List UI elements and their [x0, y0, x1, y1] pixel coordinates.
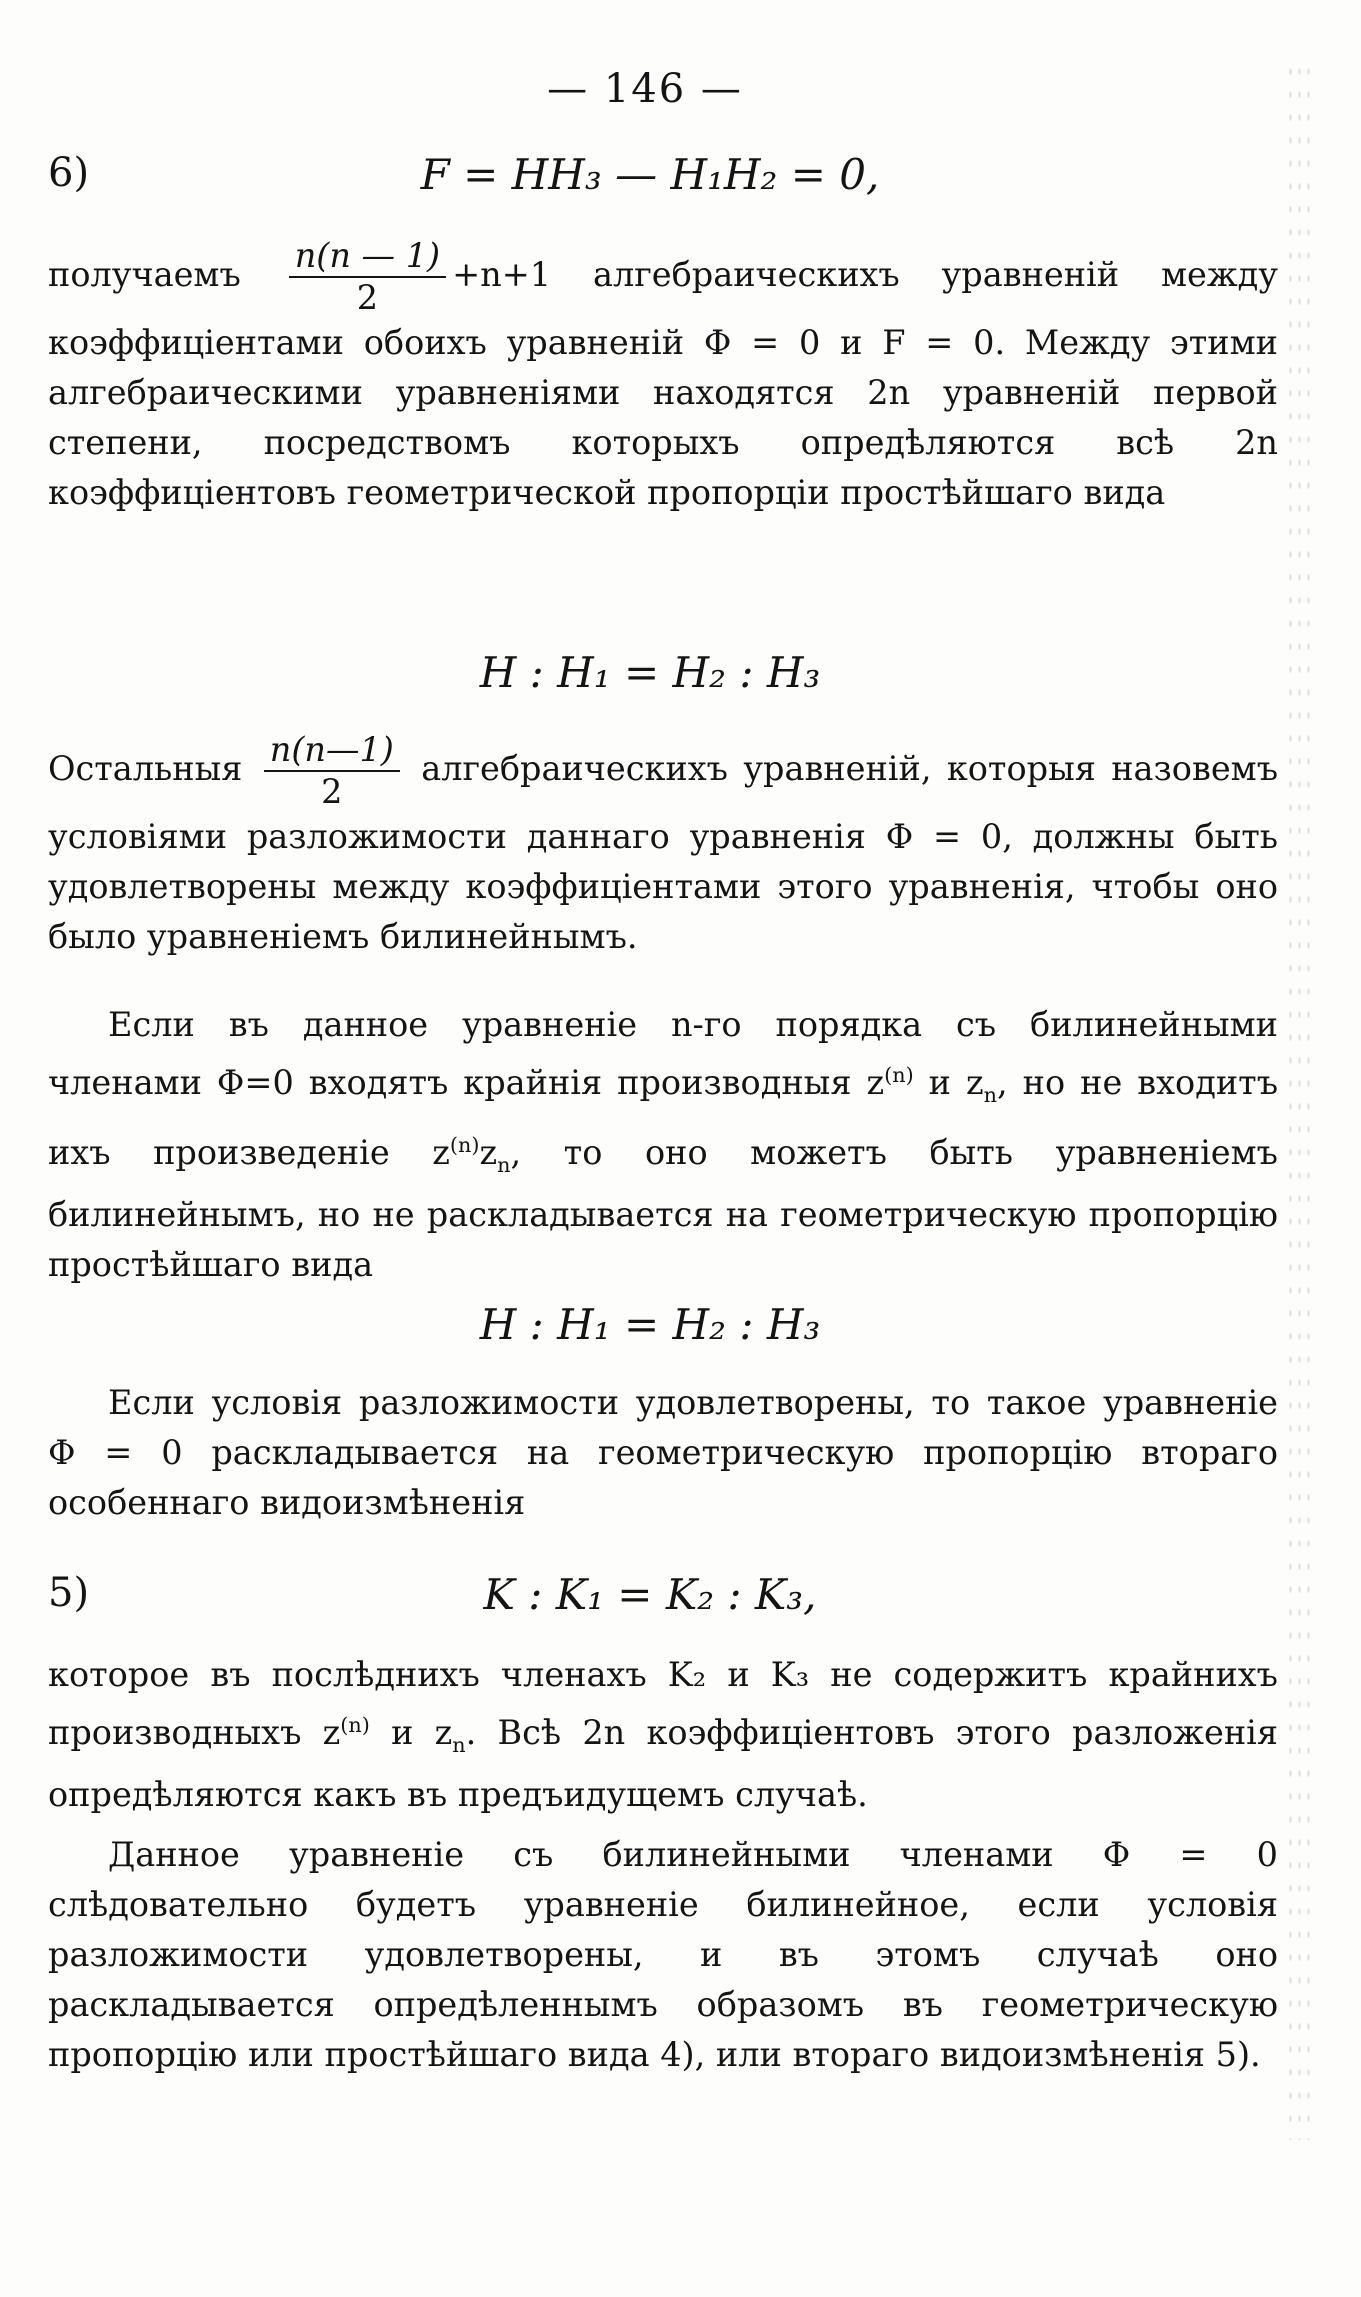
fraction-2-numerator: n(n—1) [264, 730, 400, 772]
p3-sup-2: (n) [449, 1132, 480, 1157]
equation-A: H : H₁ = H₂ : H₃ [479, 648, 821, 697]
equation-6-label: 6) [48, 150, 90, 196]
paragraph-3 [48, 1000, 1278, 1290]
p3-text-1: Если въ данное уравненіе n-го порядка съ билинейными членами Φ=0 входятъ крайнія производныя z [48, 1005, 1278, 1103]
p3-text-4: z [479, 1133, 498, 1172]
margin-scan-noise [1286, 60, 1316, 2140]
fraction-1-denominator: 2 [356, 278, 379, 317]
paragraph-5 [48, 1650, 1278, 1820]
p5-text-2: и z [369, 1713, 453, 1753]
p3-text-2: и z [913, 1063, 984, 1103]
page-number: — 146 — [547, 66, 743, 112]
p5-sup-1: (n) [340, 1713, 370, 1737]
equation-6: F = HH₃ — H₁H₂ = 0, [420, 150, 880, 199]
equation-5: K : K₁ = K₂ : K₃, [483, 1570, 817, 1619]
fraction-2 [264, 730, 400, 812]
p3-sub-1: n [983, 1082, 998, 1107]
p3-sub-2: n [497, 1152, 511, 1177]
p1-after: +n+1 алгебраическихъ уравненій между коэффиціентами обоихъ уравненій Φ = 0 и F = 0. Между этими алгебраическими уравненіями находятся 2n уравненій первой степени, посредствомъ которыхъ опредѣляются всѣ 2n коэффиціентовъ геометрической пропорціи простѣйшаго вида [48, 255, 1278, 512]
p1-before: получаемъ [48, 255, 241, 294]
equation-5-label: 5) [48, 1570, 90, 1616]
p5-text-3: . Всѣ 2n коэффиціентовъ этого разложенія опредѣляются какъ въ предъидущемъ случаѣ. [48, 1713, 1278, 1814]
fraction-2-denominator: 2 [321, 772, 343, 811]
fraction-1 [289, 236, 446, 318]
p5-text-1: которое въ послѣднихъ членахъ K₂ и K₃ не содержитъ крайнихъ производныхъ z [48, 1655, 1278, 1753]
p3-text-5: , то оно можетъ быть уравненіемъ билинейнымъ, но не раскладывается на геометрическую пропорцію простѣйшаго вида [48, 1133, 1278, 1284]
paragraph-2 [48, 730, 1278, 962]
p2-after: алгебраическихъ уравненій, которыя назовемъ условіями разложимости даннаго уравненія Φ = 0, должны быть удовлетворены между коэффиціентами этого уравненія, чтобы оно было уравненіемъ билинейнымъ. [48, 749, 1279, 956]
paragraph-6: Данное уравненіе съ билинейными членами Φ = 0 слѣдовательно будетъ уравненіе билинейное, если условія разложимости удовлетворены, и въ этомъ случаѣ оно раскладывается опредѣленнымъ образомъ въ геометрическую пропорцію или простѣйшаго вида 4), или втораго видоизмѣненія 5). [48, 1835, 1278, 2074]
fraction-1-numerator: n(n — 1) [289, 236, 446, 278]
equation-B: H : H₁ = H₂ : H₃ [479, 1300, 821, 1349]
p3-text-3: , но не входитъ ихъ произведеніе z [48, 1063, 1279, 1172]
p5-sub-1: n [452, 1732, 466, 1757]
p2-before: Остальныя [48, 749, 243, 788]
paragraph-1 [48, 236, 1278, 518]
paragraph-4: Если условія разложимости удовлетворены, то такое уравненіе Φ = 0 раскладывается на геометрическую пропорцію втораго особеннаго видоизмѣненія [48, 1383, 1278, 1522]
p3-sup-1: (n) [884, 1063, 914, 1087]
